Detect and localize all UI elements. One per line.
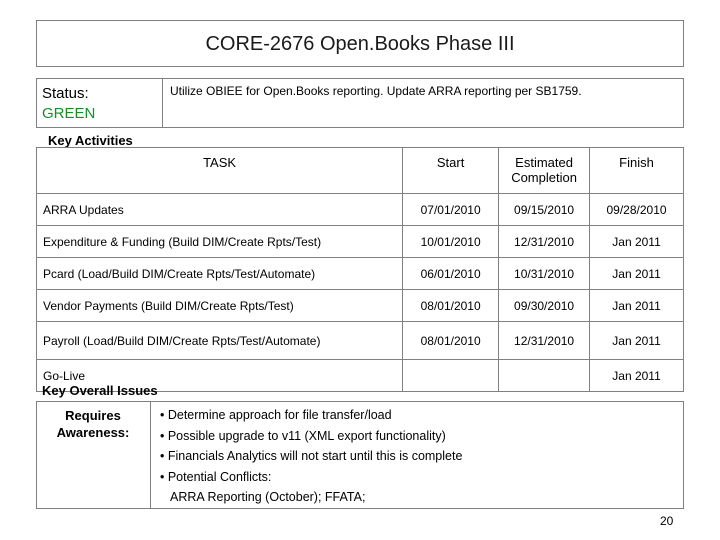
completion-cell: 10/31/2010 [499, 258, 590, 290]
list-item: ARRA Reporting (October); FFATA; [170, 490, 366, 504]
key-overall-issues-label: Key Overall Issues [42, 383, 158, 398]
requires-awareness-label: Requires Awareness: [56, 408, 130, 440]
table-row [37, 194, 684, 226]
status-label: Status: [42, 85, 89, 102]
completion-cell [499, 360, 590, 392]
finish-cell: Jan 2011 [590, 360, 684, 392]
key-activities-table [36, 147, 684, 392]
table-header-row [37, 148, 684, 194]
task-cell: Pcard (Load/Build DIM/Create Rpts/Test/Automate) [37, 258, 403, 290]
table-row [37, 258, 684, 290]
table-row [37, 290, 684, 322]
page-number: 20 [660, 514, 674, 528]
task-cell: Vendor Payments (Build DIM/Create Rpts/Test) [37, 290, 403, 322]
list-item: • Potential Conflicts: [160, 469, 272, 484]
status-value: GREEN [42, 105, 96, 122]
task-cell: Expenditure & Funding (Build DIM/Create Rpts/Test) [37, 226, 403, 258]
start-cell: 06/01/2010 [403, 258, 499, 290]
list-item: • Financials Analytics will not start until this is complete [160, 449, 463, 463]
completion-cell: 09/15/2010 [499, 194, 590, 226]
project-summary: Utilize OBIEE for Open.Books reporting. Update ARRA reporting per SB1759. [170, 84, 582, 98]
status-divider [162, 78, 163, 128]
issue-list [160, 405, 462, 508]
header-estimated-completion: Estimated Completion [499, 148, 590, 194]
table-row [37, 226, 684, 258]
finish-cell: Jan 2011 [590, 322, 684, 360]
finish-cell: Jan 2011 [590, 290, 684, 322]
start-cell [403, 360, 499, 392]
header-start: Start [403, 148, 499, 194]
key-activities-label: Key Activities [48, 133, 133, 148]
task-cell: ARRA Updates [37, 194, 403, 226]
finish-cell: Jan 2011 [590, 226, 684, 258]
table-row [37, 322, 684, 360]
finish-cell: 09/28/2010 [590, 194, 684, 226]
completion-cell: 09/30/2010 [499, 290, 590, 322]
start-cell: 08/01/2010 [403, 290, 499, 322]
start-cell: 08/01/2010 [403, 322, 499, 360]
start-cell: 10/01/2010 [403, 226, 499, 258]
header-task: TASK [37, 148, 403, 194]
slide-title: CORE-2676 Open.Books Phase III [36, 20, 684, 67]
list-item: • Determine approach for file transfer/load [160, 408, 392, 422]
task-cell: Go-Live [37, 360, 403, 392]
issues-divider [150, 401, 151, 509]
completion-cell: 12/31/2010 [499, 226, 590, 258]
list-item: • Possible upgrade to v11 (XML export functionality) [160, 428, 446, 443]
finish-cell: Jan 2011 [590, 258, 684, 290]
completion-cell: 12/31/2010 [499, 322, 590, 360]
header-finish: Finish [590, 148, 684, 194]
start-cell: 07/01/2010 [403, 194, 499, 226]
task-cell: Payroll (Load/Build DIM/Create Rpts/Test/Automate) [37, 322, 403, 360]
